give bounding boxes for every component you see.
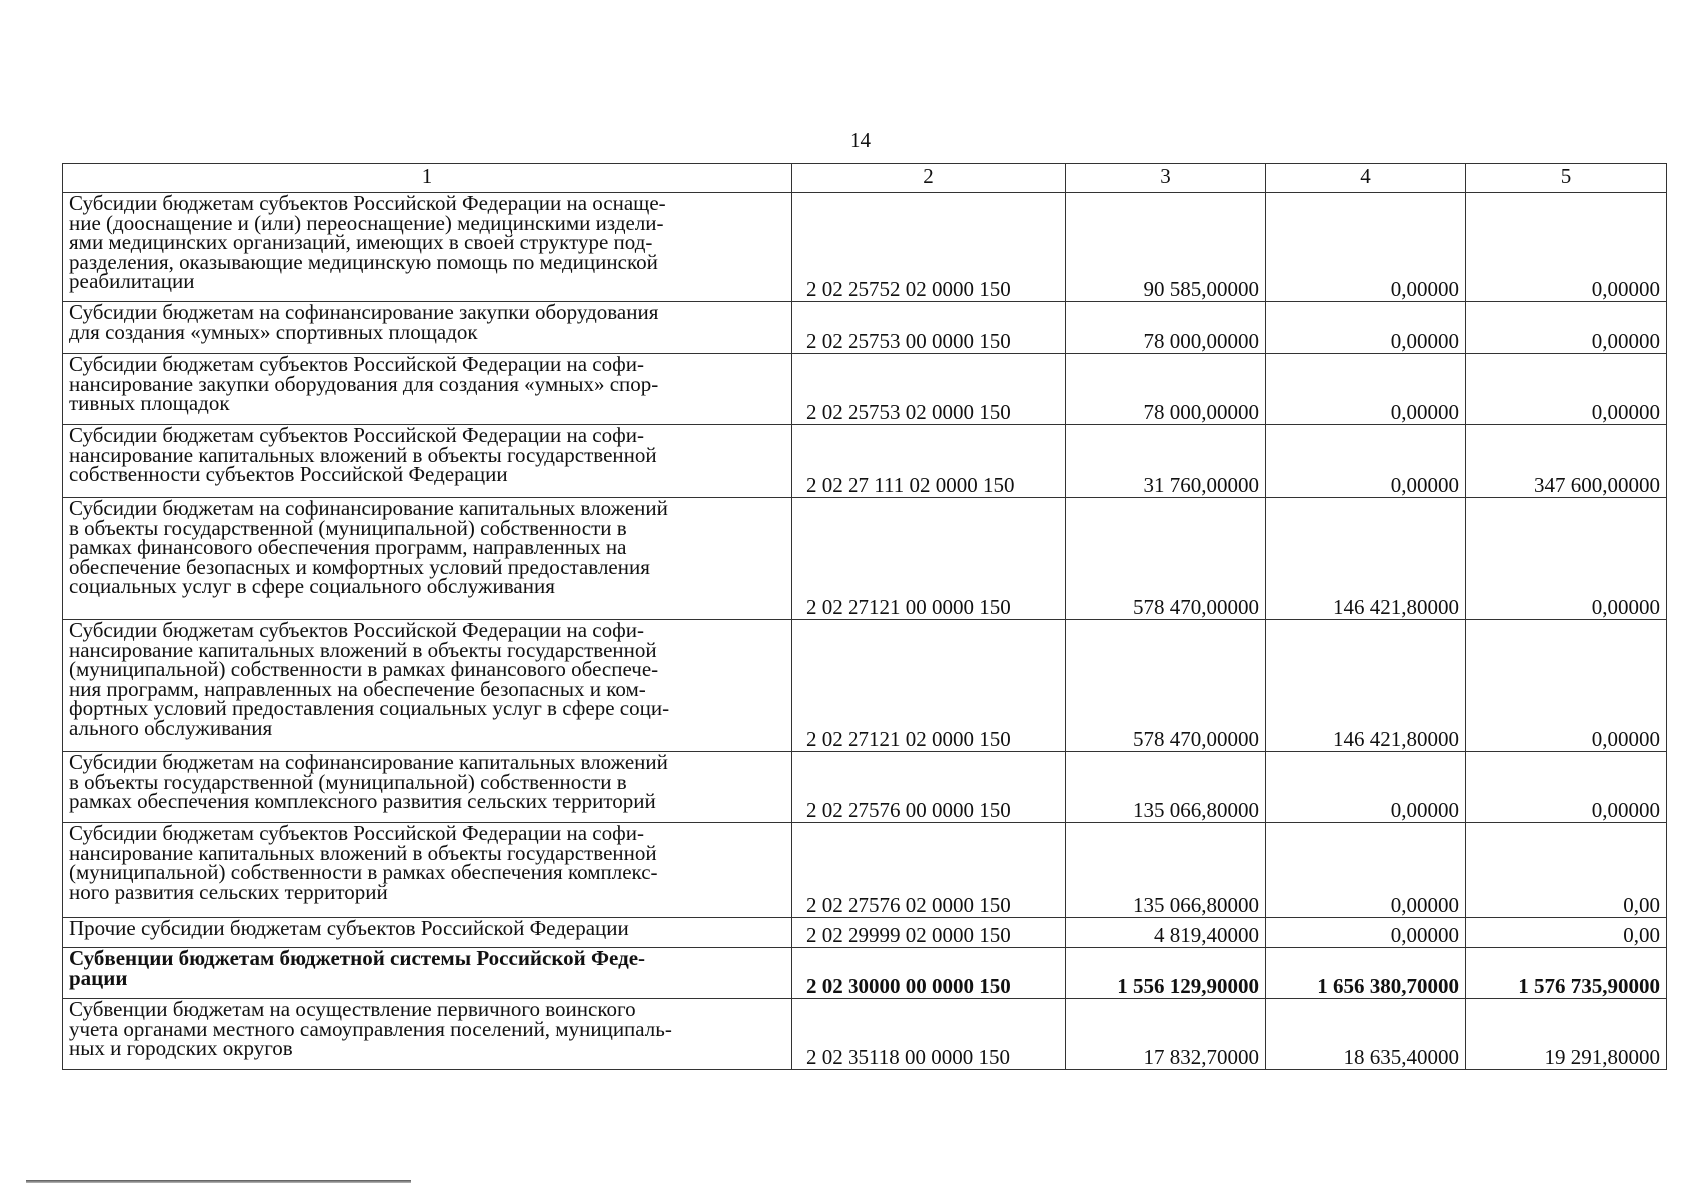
value-col3: 78 000,00000 xyxy=(1066,354,1266,425)
footer-rule xyxy=(26,1180,411,1183)
value-col3: 4 819,40000 xyxy=(1066,918,1266,948)
description-line: (муниципальной) собственности в рамках обеспечения комплекс- xyxy=(69,860,658,884)
row-description xyxy=(63,425,792,498)
value-col5: 1 576 735,90000 xyxy=(1466,948,1667,999)
value-col4: 146 421,80000 xyxy=(1266,620,1466,752)
value-col3: 1 556 129,90000 xyxy=(1066,948,1266,999)
column-header: 2 xyxy=(792,164,1066,193)
value-col3: 78 000,00000 xyxy=(1066,302,1266,354)
description-line: Субсидии бюджетам субъектов Российской Федерации на софи- xyxy=(69,423,644,447)
description-line: ние (дооснащение и (или) переоснащение) медицинскими издели- xyxy=(69,210,664,235)
value-col5: 0,00 xyxy=(1466,823,1667,918)
value-col5: 0,00000 xyxy=(1466,620,1667,752)
description-line: рамках обеспечения комплексного развития сельских территорий xyxy=(69,789,656,813)
description-line: в объекты государственной (муниципальной) собственности в xyxy=(69,515,627,540)
description-line: Субсидии бюджетам субъектов Российской Федерации на софи- xyxy=(69,618,644,642)
budget-code: 2 02 25753 02 0000 150 xyxy=(792,354,1066,425)
value-col4: 0,00000 xyxy=(1266,823,1466,918)
value-col5: 0,00 xyxy=(1466,918,1667,948)
budget-code: 2 02 25753 00 0000 150 xyxy=(792,302,1066,354)
budget-code: 2 02 27576 02 0000 150 xyxy=(792,823,1066,918)
budget-code: 2 02 35118 00 0000 150 xyxy=(792,999,1066,1070)
description-line: социальных услуг в сфере социального обслуживания xyxy=(69,574,555,598)
page-number: 14 xyxy=(850,128,871,152)
value-col5: 0,00000 xyxy=(1466,193,1667,302)
value-col5: 0,00000 xyxy=(1466,302,1667,354)
description-line: Субсидии бюджетам на софинансирование закупки оборудования xyxy=(69,300,659,324)
value-col4: 0,00000 xyxy=(1266,425,1466,498)
value-col3: 90 585,00000 xyxy=(1066,193,1266,302)
description-line: рации xyxy=(69,965,128,990)
value-col4: 18 635,40000 xyxy=(1266,999,1466,1070)
table-row xyxy=(63,823,1667,918)
description-line: Субсидии бюджетам субъектов Российской Федерации на софи- xyxy=(69,352,644,376)
row-description xyxy=(63,999,792,1070)
description-line: тивных площадок xyxy=(69,391,230,415)
description-line: (муниципальной) собственности в рамках финансового обеспече- xyxy=(69,657,659,681)
table-row xyxy=(63,498,1667,620)
description-line: реабилитации xyxy=(69,269,195,293)
description-line: фортных условий предоставления социальных услуг в сфере соци- xyxy=(69,696,670,720)
description-line: Прочие субсидии бюджетам субъектов Российской Федерации xyxy=(69,916,629,940)
value-col4: 0,00000 xyxy=(1266,193,1466,302)
budget-code: 2 02 29999 02 0000 150 xyxy=(792,918,1066,948)
value-col3: 578 470,00000 xyxy=(1066,620,1266,752)
value-col3: 135 066,80000 xyxy=(1066,752,1266,823)
description-line: Субвенции бюджетам на осуществление первичного воинского xyxy=(69,997,636,1021)
description-line: Субсидии бюджетам субъектов Российской Федерации на софи- xyxy=(69,821,644,845)
description-line: нансирование капитальных вложений в объекты государственной xyxy=(69,637,657,662)
row-description xyxy=(63,823,792,918)
description-line: для создания «умных» спортивных площадок xyxy=(69,319,478,344)
budget-code: 2 02 27121 00 0000 150 xyxy=(792,498,1066,620)
value-col4: 0,00000 xyxy=(1266,918,1466,948)
value-col5: 0,00000 xyxy=(1466,498,1667,620)
value-col5: 0,00000 xyxy=(1466,752,1667,823)
column-header: 5 xyxy=(1466,164,1667,193)
description-line: ного развития сельских территорий xyxy=(69,879,388,904)
description-line: нансирование закупки оборудования для создания «умных» спор- xyxy=(69,371,659,396)
value-col4: 0,00000 xyxy=(1266,354,1466,425)
description-line: ями медицинских организаций, имеющих в своей структуре под- xyxy=(69,230,653,254)
description-line: разделения, оказывающие медицинскую помощь по медицинской xyxy=(69,249,658,274)
description-line: ных и городских округов xyxy=(69,1036,293,1060)
value-col3: 31 760,00000 xyxy=(1066,425,1266,498)
budget-code: 2 02 27 111 02 0000 150 xyxy=(792,425,1066,498)
description-line: Субсидии бюджетам на софинансирование капитальных вложений xyxy=(69,750,668,774)
value-col4: 0,00000 xyxy=(1266,752,1466,823)
column-header: 3 xyxy=(1066,164,1266,193)
table-row xyxy=(63,354,1667,425)
table-row xyxy=(63,918,1667,948)
table-row xyxy=(63,752,1667,823)
row-description xyxy=(63,193,792,302)
value-col5: 0,00000 xyxy=(1466,354,1667,425)
description-line: ального обслуживания xyxy=(69,715,273,740)
description-line: в объекты государственной (муниципальной) собственности в xyxy=(69,769,627,794)
column-header: 1 xyxy=(63,164,792,193)
column-header: 4 xyxy=(1266,164,1466,193)
description-line: нансирование капитальных вложений в объекты государственной xyxy=(69,442,657,467)
value-col3: 17 832,70000 xyxy=(1066,999,1266,1070)
row-description xyxy=(63,620,792,752)
table-row xyxy=(63,193,1667,302)
budget-code: 2 02 27576 00 0000 150 xyxy=(792,752,1066,823)
table-header-row xyxy=(63,164,1667,193)
description-line: собственности субъектов Российской Федерации xyxy=(69,462,508,486)
budget-code: 2 02 27121 02 0000 150 xyxy=(792,620,1066,752)
description-line: Субвенции бюджетам бюджетной системы Российской Феде- xyxy=(69,946,646,970)
table-row xyxy=(63,999,1667,1070)
row-description xyxy=(63,498,792,620)
description-line: нансирование капитальных вложений в объекты государственной xyxy=(69,840,657,865)
value-col5: 347 600,00000 xyxy=(1466,425,1667,498)
table-row xyxy=(63,948,1667,999)
description-line: обеспечение безопасных и комфортных условий предоставления xyxy=(69,554,650,579)
row-description xyxy=(63,354,792,425)
description-line: ния программ, направленных на обеспечение безопасных и ком- xyxy=(69,676,646,701)
row-description xyxy=(63,302,792,354)
value-col4: 0,00000 xyxy=(1266,302,1466,354)
description-line: рамках финансового обеспечения программ, направленных на xyxy=(69,535,627,559)
value-col3: 135 066,80000 xyxy=(1066,823,1266,918)
value-col5: 19 291,80000 xyxy=(1466,999,1667,1070)
budget-table xyxy=(62,163,1667,1070)
description-line: Субсидии бюджетам на софинансирование капитальных вложений xyxy=(69,496,668,520)
description-line: Субсидии бюджетам субъектов Российской Федерации на оснаще- xyxy=(69,191,666,215)
value-col4: 146 421,80000 xyxy=(1266,498,1466,620)
description-line: учета органами местного самоуправления поселений, муниципаль- xyxy=(69,1016,672,1041)
value-col4: 1 656 380,70000 xyxy=(1266,948,1466,999)
budget-code: 2 02 30000 00 0000 150 xyxy=(792,948,1066,999)
value-col3: 578 470,00000 xyxy=(1066,498,1266,620)
table-row xyxy=(63,425,1667,498)
table-row xyxy=(63,302,1667,354)
table-row xyxy=(63,620,1667,752)
row-description xyxy=(63,948,792,999)
row-description xyxy=(63,752,792,823)
row-description xyxy=(63,918,792,948)
budget-code: 2 02 25752 02 0000 150 xyxy=(792,193,1066,302)
